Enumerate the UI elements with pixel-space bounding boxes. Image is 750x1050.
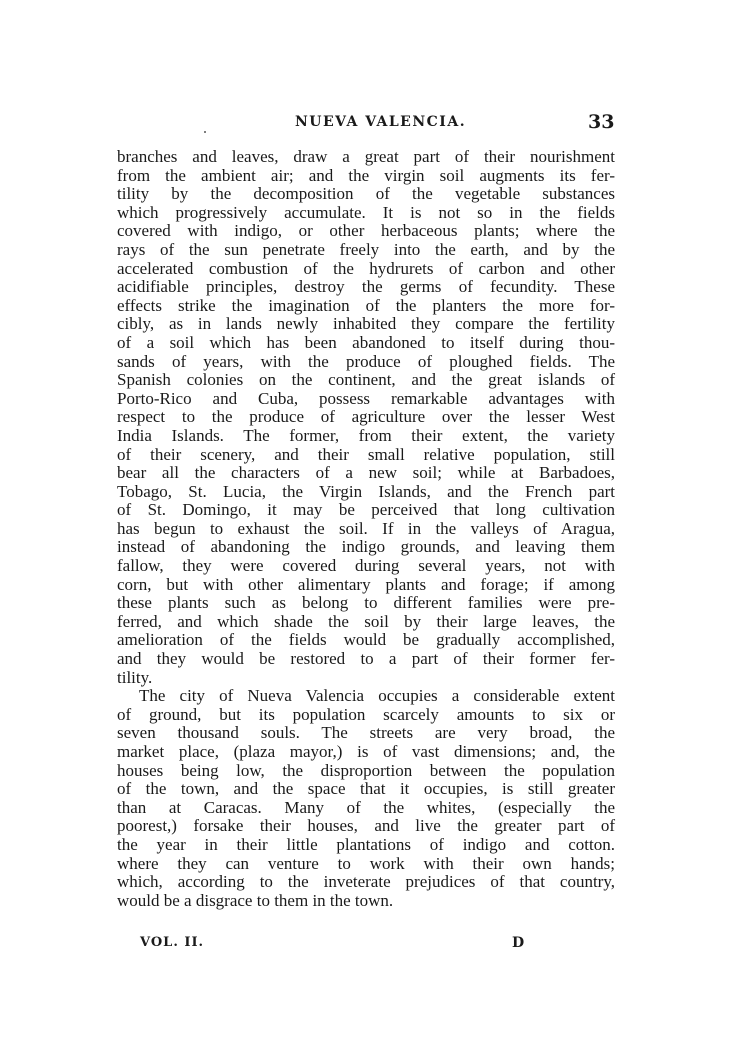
text-line: the year in their little plantations of indigo and cotton. [117, 834, 615, 854]
page-footer [0, 935, 750, 959]
text-line: rays of the sun penetrate freely into the earth, and by the [117, 239, 615, 259]
text-line: where they can venture to work with their own hands; [117, 853, 615, 873]
text-line: from the ambient air; and the virgin soil augments its fer- [117, 165, 615, 185]
text-line: Porto-Rico and Cuba, possess remarkable advantages with [117, 388, 615, 408]
text-line: branches and leaves, draw a great part of their nourishment [117, 147, 615, 166]
text-line: sands of years, with the produce of ploughed fields. The [117, 351, 615, 371]
text-line: market place, (plaza mayor,) is of vast dimensions; and, the [117, 742, 615, 761]
text-line: which progressively accumulate. It is not so in the fields [117, 202, 615, 222]
volume-signature: VOL. II. [140, 935, 205, 950]
text-line: than at Caracas. Many of the whites, (especially the [117, 797, 615, 817]
text-line: instead of abandoning the indigo grounds, and leaving them [117, 537, 615, 557]
text-line: Tobago, St. Lucia, the Virgin Islands, and the French part [117, 481, 615, 501]
text-line: respect to the produce of agriculture over the lesser West [117, 407, 615, 427]
printer-speck [204, 131, 206, 133]
text-line: has begun to exhaust the soil. If in the valleys of Aragua, [117, 518, 615, 538]
text-line: of the town, and the space that it occupies, is still greater [117, 779, 615, 799]
text-line: which, according to the inveterate prejudices of that country, [117, 872, 615, 892]
text-line: fallow, they were covered during several years, not with [117, 556, 615, 576]
body-text [117, 148, 615, 910]
text-line: poorest,) forsake their houses, and live the greater part of [117, 816, 615, 836]
page-number: 33 [588, 111, 615, 133]
text-line: tility. [117, 667, 153, 687]
signature-mark: D [512, 935, 525, 951]
text-line: tility by the decomposition of the vegetable substances [117, 184, 615, 204]
text-line: corn, but with other alimentary plants and forage; if among [117, 574, 615, 594]
text-line: ferred, and which shade the soil by their large leaves, the [117, 611, 615, 631]
text-line: The city of Nueva Valencia occupies a considerable extent [139, 686, 615, 706]
text-line: of a soil which has been abandoned to itself during thou- [117, 332, 615, 352]
text-line: covered with indigo, or other herbaceous plants; where the [117, 221, 615, 241]
running-title: NUEVA VALENCIA. [295, 114, 467, 130]
text-line: India Islands. The former, from their extent, the variety [117, 425, 615, 445]
text-line: of their scenery, and their small relative population, still [117, 444, 615, 464]
text-line: of ground, but its population scarcely amounts to six or [117, 704, 615, 724]
text-line: bear all the characters of a new soil; while at Barbadoes, [117, 463, 615, 483]
text-line: of St. Domingo, it may be perceived that long cultivation [117, 500, 615, 520]
text-line: effects strike the imagination of the planters the more for- [117, 295, 615, 315]
text-line: and they would be restored to a part of their former fer- [117, 649, 615, 669]
text-line: these plants such as belong to different families were pre- [117, 593, 615, 613]
text-line: seven thousand souls. The streets are very broad, the [117, 723, 615, 743]
text-line: would be a disgrace to them in the town. [117, 890, 394, 910]
text-line: amelioration of the fields would be gradually accomplished, [117, 630, 615, 650]
text-line: Spanish colonies on the continent, and the great islands of [117, 370, 615, 390]
text-line: acidifiable principles, destroy the germs of fecundity. These [117, 277, 615, 297]
running-head [0, 111, 750, 138]
text-line: accelerated combustion of the hydrurets of carbon and other [117, 258, 615, 278]
text-line: cibly, as in lands newly inhabited they compare the fertility [117, 314, 615, 334]
text-line: houses being low, the disproportion between the population [117, 760, 615, 780]
